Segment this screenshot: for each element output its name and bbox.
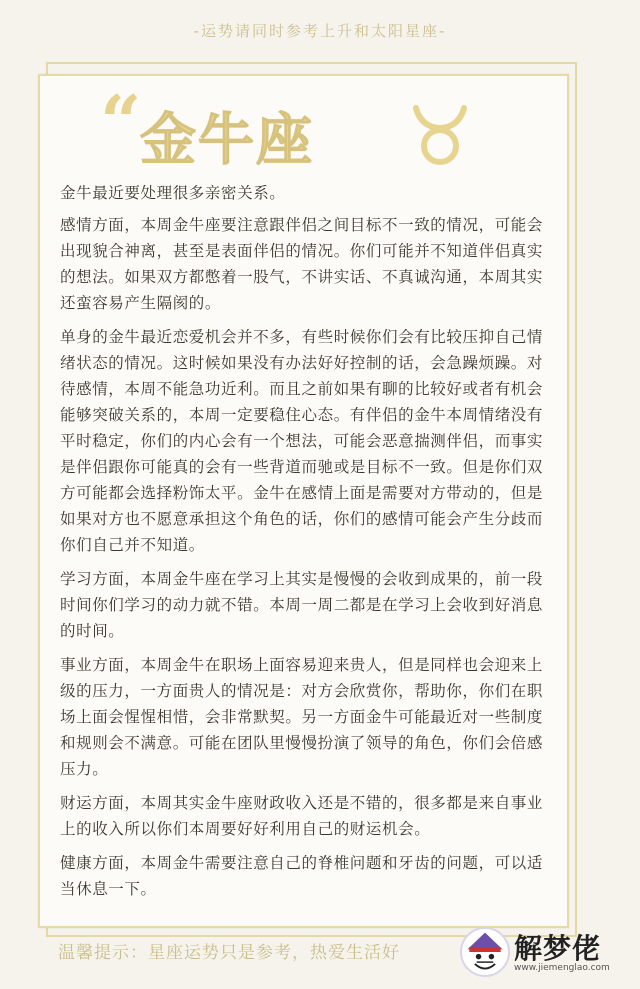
paragraph-love: 感情方面，本周金牛座要注意跟伴侣之间目标不一致的情况，可能会出现貌合神离，甚至是表面伴侣的情况。你们可能并不知道伴侣真实的想法。如果双方都憋着一股气，不讲实话、不真诚沟通，本周其实还蛮容易产生隔阂的。 bbox=[60, 216, 544, 312]
watermark-brand: 解梦佬 bbox=[514, 932, 602, 965]
paragraph-career: 事业方面，本周金牛在职场上面容易迎来贵人，但是同样也会迎来上级的压力，一方面贵人的情况是：对方会欣赏你，帮助你，你们在职场上面会惺惺相惜，会非常默契。另一方面金牛可能最近对一些制度和规则会不满意。可能在团队里慢慢扮演了领导的角色，你们会倍感压力。 bbox=[60, 656, 544, 778]
header bbox=[62, 79, 542, 173]
paragraph-study: 学习方面，本周金牛座在学习上其实是慢慢的会收到成果的，前一段时间你们学习的动力就不错。本周一周二都是在学习上会收到好消息的时间。 bbox=[60, 570, 544, 640]
paragraph-wealth: 财运方面，本周其实金牛座财政收入还是不错的，很多都是来自事业上的收入所以你们本周要好好利用自己的财运机会。 bbox=[60, 794, 544, 838]
page-title: 金牛座 bbox=[140, 108, 314, 173]
paragraph-single-love: 单身的金牛最近恋爱机会并不多，有些时候你们会有比较压抑自己情绪状态的情况。这时候如果没有办法好好控制的话，会急躁烦躁。对待感情，本周不能急功近利。而且之前如果有聊的比较好或者有机会能够突破关系的，本周一定要稳住心态。有伴侣的金牛本周情绪没有平时稳定，你们的内心会有一个想法，可能会恶意揣测伴侣，而事实是伴侣跟你可能真的会有一些背道而驰或是目标不一致。但是你们双方可能都会选择粉饰太平。金牛在感情上面是需要对方带动的，但是如果对方也不愿意承担这个角色的话，你们的感情可能会产生分歧而你们自己并不知道。 bbox=[60, 328, 544, 554]
watermark-url: www.jiemenglao.com bbox=[514, 963, 610, 973]
quote-mark: “ bbox=[100, 79, 142, 164]
paragraph-intro: 金牛最近要处理很多亲密关系。 bbox=[60, 184, 286, 202]
horoscope-content bbox=[60, 180, 550, 910]
taurus-icon bbox=[410, 102, 470, 168]
tip-text: 温馨提示：星座运势只是参考，热爱生活好 bbox=[58, 943, 400, 963]
paragraph-health: 健康方面，本周金牛需要注意自己的脊椎问题和牙齿的问题，可以适当休息一下。 bbox=[60, 854, 544, 898]
mascot-avatar-icon bbox=[460, 927, 510, 977]
top-note: -运势请同时参考上升和太阳星座- bbox=[193, 22, 447, 40]
watermark bbox=[460, 923, 630, 981]
